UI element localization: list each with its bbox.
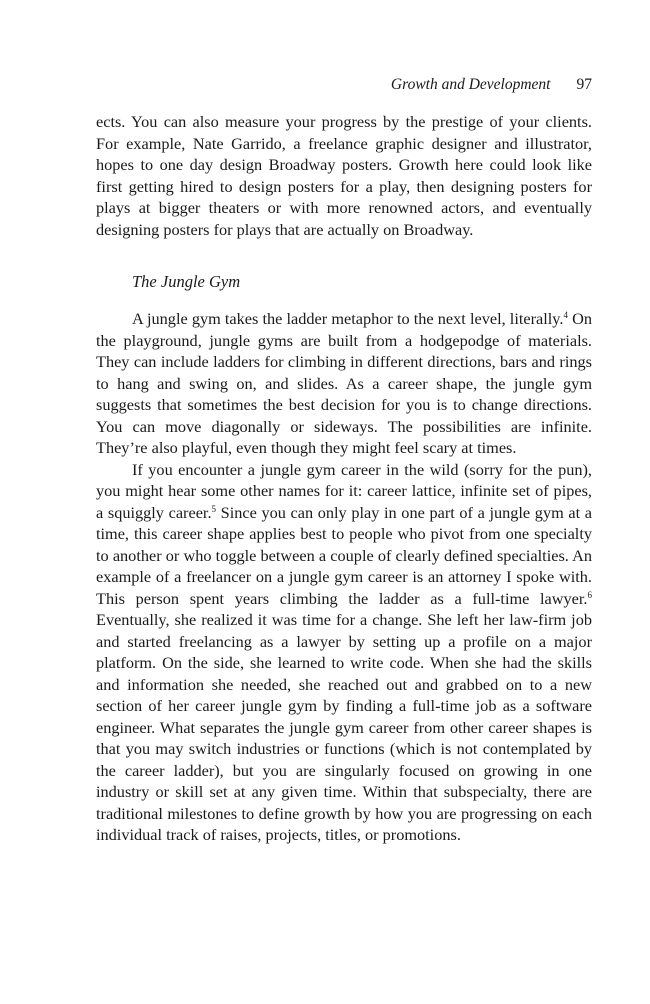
section-subheading: The Jungle Gym [132,272,241,291]
paragraph-jungle-gym-intro [96,308,592,459]
paragraph-text: On the playground, jungle gyms are built from a hodgepodge of materials. They can include ladders for climbing in different directions, bars and rings to hang and swing on, and slides. As a career shape, the jungle gym suggests that sometimes the best decision for you is to change directions. You can move diagonally or sideways. The possibilities are infinite. They’re also playful, even though they might feel scary at times. [96,309,592,457]
footnote-marker: 5 [211,503,217,514]
paragraph-text: If you encounter a jungle gym career in the wild (sorry for the pun), you might hear some other names for it: career lattice, infinite set of pipes, a squiggly career. [96,459,592,522]
footnote-marker: 4 [563,310,568,320]
paragraph-continued: ects. You can also measure your progress by the prestige of your clients. For example, Nate Garrido, a freelance graphic designer and illustrator, hopes to one day design Broadway posters. Growth here could look like first getting hired to design posters for a play, then designing posters for plays at bigger theaters or with more renowned actors, and eventually designing posters for plays that are actually on Broadway. [96,112,592,239]
body-text [96,111,592,846]
footnote-marker: 6 [587,589,592,600]
paragraph-text: Eventually, she realized it was time for a change. She left her law-firm job and started freelancing as a lawyer by setting up a profile on a major platform. On the side, she learned to write code. When she had the skills and information she needed, she reached out and grabbed on to a new section of her career jungle gym by finding a full-time job as a software engineer. What separates the jungle gym career from other career shapes is that you may switch industries or functions (which is not contemplated by the career ladder), but you are singularly focused on growing in one industry or skill set at any given time. Within that subspecialty, there are traditional milestones to define growth by how you are progressing on each individual track of raises, projects, titles, or promotions. [96,610,592,844]
paragraph-text: A jungle gym takes the ladder metaphor to the next level, literally. [132,309,564,328]
running-head [391,75,592,95]
paragraph-jungle-gym-career [96,459,592,846]
page-number: 97 [576,76,592,93]
paragraph-text: Since you can only play in one part of a jungle gym at a time, this career shape applies best to people who pivot from one specialty to another or who toggle between a couple of clearly defined specialties. An example of a freelancer on a jungle gym career is an attorney I spoke with. This person spent years climbing the ladder as a full-time lawyer. [96,502,592,608]
running-head-title: Growth and Development [390,76,551,93]
